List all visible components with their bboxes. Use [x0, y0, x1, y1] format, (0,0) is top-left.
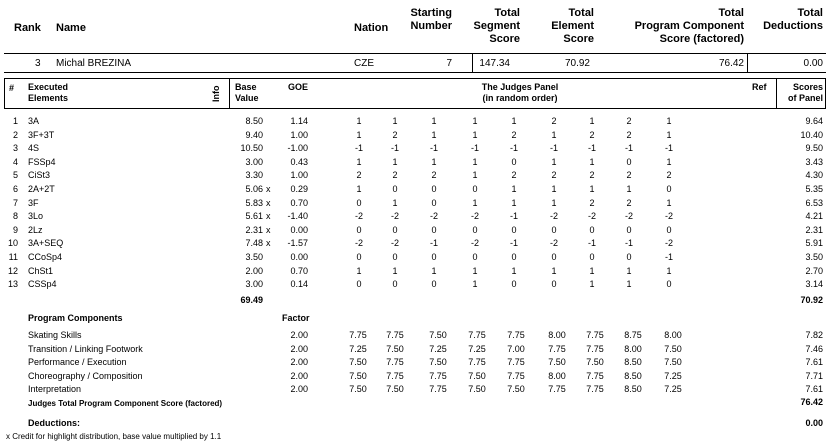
judge-component-score: 7.75 — [586, 384, 604, 394]
judge-score: -2 — [549, 211, 558, 222]
judge-score: 1 — [356, 184, 362, 194]
element-code: CCoSp4 — [28, 252, 63, 262]
judge-score: -1 — [509, 211, 518, 222]
skater-deductions: 0.00 — [803, 58, 823, 69]
judge-component-score: 7.25 — [429, 343, 447, 354]
judge-score: -1 — [509, 238, 518, 249]
judge-score: -2 — [390, 211, 399, 222]
judge-score: 0 — [356, 197, 362, 208]
judge-score: -2 — [470, 238, 479, 249]
element-number: 3 — [12, 143, 18, 154]
component-name: Skating Skills — [28, 330, 82, 340]
judge-score: 0 — [626, 224, 632, 235]
judge-score: -2 — [549, 238, 558, 249]
element-code: 3F — [28, 197, 39, 208]
element-credit-mark: x — [266, 238, 271, 249]
element-number: 7 — [12, 197, 18, 208]
judge-component-score: 7.50 — [349, 370, 367, 381]
component-name: Choreography / Composition — [28, 370, 143, 381]
judge-component-score: 7.75 — [386, 370, 404, 381]
judge-score: 0 — [356, 252, 362, 262]
judge-score: 0 — [666, 184, 672, 194]
judge-component-score: 7.75 — [507, 357, 525, 367]
judge-score: 0 — [356, 224, 362, 235]
judge-score: -2 — [664, 211, 673, 222]
judge-score: -1 — [429, 143, 438, 154]
judge-score: -1 — [664, 252, 673, 262]
judge-score: -2 — [624, 211, 633, 222]
skater-pcs: 76.42 — [718, 58, 744, 69]
judge-score: -1 — [509, 143, 518, 154]
judge-score: 0 — [589, 252, 595, 262]
element-number: 6 — [12, 184, 18, 194]
element-number: 8 — [12, 211, 18, 222]
judge-score: 0 — [666, 224, 672, 235]
component-factor: 2.00 — [290, 343, 308, 354]
judge-score: 1 — [666, 156, 672, 167]
judge-score: -1 — [549, 143, 558, 154]
element-base-value: 7.48 — [245, 238, 263, 249]
judge-score: 1 — [551, 184, 557, 194]
judge-score: 1 — [626, 265, 632, 276]
judge-score: 1 — [472, 170, 478, 181]
element-goe: -1.00 — [287, 143, 308, 154]
element-panel-score: 3.43 — [805, 156, 823, 167]
judge-score: 0 — [431, 279, 437, 290]
judge-score: -1 — [390, 143, 399, 154]
judge-component-score: 7.75 — [386, 330, 404, 340]
judge-component-score: 7.25 — [664, 370, 682, 381]
skater-nation: CZE — [354, 58, 374, 69]
judge-component-score: 7.50 — [429, 357, 447, 367]
judge-score: -2 — [390, 238, 399, 249]
judge-score: 0 — [551, 279, 557, 290]
judge-score: 1 — [356, 116, 362, 126]
element-panel-score: 9.64 — [805, 116, 823, 126]
judge-component-score: 7.75 — [429, 384, 447, 394]
judge-score: 0 — [511, 156, 517, 167]
name-header: Name — [56, 22, 86, 34]
element-goe: 1.00 — [290, 170, 308, 181]
judge-component-score: 8.50 — [624, 384, 642, 394]
judge-component-score: 7.75 — [507, 330, 525, 340]
judge-component-score: 7.75 — [586, 343, 604, 354]
element-base-value: 3.00 — [245, 156, 263, 167]
element-code: 3A — [28, 116, 40, 126]
judge-component-score: 7.75 — [468, 357, 486, 367]
judge-score: 0 — [392, 224, 398, 235]
judge-score: 2 — [392, 170, 398, 181]
skater-rank: 3 — [35, 58, 41, 69]
element-base-value: 8.50 — [245, 116, 263, 126]
element-credit-mark: x — [266, 211, 271, 222]
judge-component-score: 7.25 — [468, 343, 486, 354]
judge-score: 2 — [626, 116, 632, 126]
judge-component-score: 7.75 — [429, 370, 447, 381]
judge-score: -2 — [470, 211, 479, 222]
element-code: 2A+2T — [28, 184, 55, 194]
judge-score: 1 — [431, 129, 437, 140]
element-credit-mark: x — [266, 184, 271, 194]
element-number: 9 — [12, 224, 18, 235]
component-factor: 2.00 — [290, 370, 308, 381]
judge-component-score: 7.75 — [349, 330, 367, 340]
starting-number-header: Starting Number — [410, 7, 452, 32]
element-panel-score: 6.53 — [805, 197, 823, 208]
pcs-header: Total Program Component Score (factored) — [634, 7, 744, 45]
skater-name: Michal BREZINA — [56, 58, 132, 69]
judge-component-score: 7.75 — [386, 357, 404, 367]
judge-score: -2 — [354, 238, 363, 249]
judge-score: 1 — [666, 116, 672, 126]
judge-score: 1 — [472, 156, 478, 167]
component-name: Transition / Linking Footwork — [28, 343, 143, 354]
judge-score: 1 — [472, 116, 478, 126]
element-goe: 0.14 — [290, 279, 308, 290]
judge-component-score: 7.50 — [468, 384, 486, 394]
element-goe: 0.43 — [290, 156, 308, 167]
element-panel-score: 9.50 — [805, 143, 823, 154]
element-panel-score: 3.14 — [805, 279, 823, 290]
deductions-label: Deductions: — [28, 418, 81, 428]
skater-tss: 147.34 — [479, 58, 510, 69]
judge-score: 0 — [472, 252, 478, 262]
element-base-value: 5.61 — [245, 211, 263, 222]
judge-component-score: 7.75 — [468, 330, 486, 340]
deductions-header: Total Deductions — [763, 7, 823, 32]
judge-score: 2 — [666, 170, 672, 181]
component-panel-score: 7.46 — [805, 343, 823, 354]
element-number: 4 — [12, 156, 18, 167]
element-code: 3A+SEQ — [28, 238, 64, 249]
col-scores-header: Scores of Panel — [787, 82, 823, 103]
judge-score: 2 — [356, 170, 362, 181]
judge-score: 1 — [626, 184, 632, 194]
judge-score: 1 — [589, 116, 595, 126]
element-panel-score: 3.50 — [805, 252, 823, 262]
col-num-header: # — [9, 83, 15, 93]
col-base-header: Base Value — [235, 82, 259, 103]
tes-header: Total Element Score — [551, 7, 594, 45]
judge-score: 1 — [392, 156, 398, 167]
judge-component-score: 8.00 — [624, 343, 642, 354]
judge-score: 0 — [551, 252, 557, 262]
judge-score: 1 — [666, 129, 672, 140]
judge-score: 0 — [431, 252, 437, 262]
judge-score: 1 — [589, 156, 595, 167]
element-number: 12 — [7, 265, 18, 276]
element-panel-score: 5.91 — [805, 238, 823, 249]
element-base-value: 5.83 — [245, 197, 263, 208]
judge-score: 1 — [666, 265, 672, 276]
element-number: 1 — [12, 116, 18, 126]
judge-score: -1 — [624, 238, 633, 249]
judge-score: 1 — [551, 197, 557, 208]
judge-score: 0 — [392, 279, 398, 290]
judge-score: 1 — [589, 279, 595, 290]
judge-component-score: 7.50 — [429, 330, 447, 340]
judge-score: 0 — [666, 279, 672, 290]
judge-score: -1 — [587, 238, 596, 249]
judge-score: 0 — [431, 224, 437, 235]
component-panel-score: 7.61 — [805, 357, 823, 367]
nation-header: Nation — [354, 22, 389, 34]
judge-component-score: 8.00 — [664, 330, 682, 340]
judge-component-score: 7.50 — [349, 384, 367, 394]
judge-component-score: 7.25 — [349, 343, 367, 354]
element-goe: -1.57 — [287, 238, 308, 249]
judge-score: -2 — [664, 238, 673, 249]
judge-component-score: 7.75 — [548, 343, 566, 354]
judge-component-score: 7.00 — [507, 343, 525, 354]
element-code: 3F+3T — [28, 129, 55, 140]
judge-score: 2 — [431, 170, 437, 181]
element-code: 2Lz — [28, 224, 43, 235]
judge-score: 1 — [472, 129, 478, 140]
component-factor: 2.00 — [290, 384, 308, 394]
judge-score: 2 — [551, 116, 557, 126]
judge-component-score: 7.25 — [664, 384, 682, 394]
base-value-total: 69.49 — [240, 295, 263, 305]
judge-component-score: 7.50 — [507, 384, 525, 394]
judge-score: 0 — [392, 252, 398, 262]
element-code: 4S — [28, 143, 40, 154]
element-code: ChSt1 — [28, 265, 54, 276]
judge-score: 1 — [472, 279, 478, 290]
element-number: 13 — [7, 279, 18, 290]
element-base-value: 9.40 — [245, 129, 263, 140]
col-info-header: Info — [211, 85, 221, 102]
factor-header: Factor — [282, 313, 310, 323]
judge-score: 2 — [589, 129, 595, 140]
judge-score: 0 — [472, 184, 478, 194]
element-number: 5 — [12, 170, 18, 181]
element-goe: 0.70 — [290, 265, 308, 276]
judge-score: 1 — [431, 116, 437, 126]
element-base-value: 10.50 — [240, 143, 263, 154]
judge-score: 0 — [626, 156, 632, 167]
judge-component-score: 7.50 — [386, 384, 404, 394]
judge-score: 1 — [626, 279, 632, 290]
element-goe: 0.00 — [290, 252, 308, 262]
element-panel-score: 4.30 — [805, 170, 823, 181]
col-executed-header: Executed Elements — [28, 82, 69, 103]
judge-component-score: 7.75 — [507, 370, 525, 381]
judge-component-score: 7.75 — [586, 330, 604, 340]
judge-component-score: 7.50 — [664, 357, 682, 367]
judge-score: 0 — [511, 279, 517, 290]
footnote: x Credit for highlight distribution, base value multiplied by 1.1 — [6, 432, 222, 441]
col-ref-header: Ref — [752, 82, 767, 92]
element-code: FSSp4 — [28, 156, 56, 167]
element-number: 10 — [7, 238, 18, 249]
elements-score-total: 70.92 — [800, 295, 823, 305]
element-code: 3Lo — [28, 211, 44, 222]
judge-component-score: 7.50 — [468, 370, 486, 381]
element-panel-score: 10.40 — [800, 129, 823, 140]
judge-component-score: 8.75 — [624, 330, 642, 340]
element-goe: 0.29 — [290, 184, 308, 194]
judge-score: 1 — [511, 184, 517, 194]
component-factor: 2.00 — [290, 357, 308, 367]
judge-score: 1 — [511, 116, 517, 126]
element-base-value: 3.50 — [245, 252, 263, 262]
judge-score: 0 — [511, 224, 517, 235]
judge-score: 0 — [431, 184, 437, 194]
element-credit-mark: x — [266, 224, 271, 235]
judge-score: 1 — [589, 184, 595, 194]
judge-score: 1 — [392, 265, 398, 276]
judge-score: 0 — [472, 224, 478, 235]
element-panel-score: 5.35 — [805, 184, 823, 194]
judge-score: 1 — [551, 265, 557, 276]
judge-score: 0 — [392, 184, 398, 194]
judge-component-score: 7.50 — [586, 357, 604, 367]
element-goe: 0.70 — [290, 197, 308, 208]
judge-score: -1 — [587, 143, 596, 154]
element-credit-mark: x — [266, 197, 271, 208]
judge-component-score: 7.50 — [386, 343, 404, 354]
judge-score: 2 — [626, 197, 632, 208]
judge-score: 2 — [551, 170, 557, 181]
judge-score: 1 — [392, 197, 398, 208]
judge-score: 0 — [356, 279, 362, 290]
element-base-value: 3.00 — [245, 279, 263, 290]
judge-score: 0 — [431, 197, 437, 208]
judge-score: 1 — [356, 156, 362, 167]
element-code: CSSp4 — [28, 279, 57, 290]
judge-score: 1 — [666, 197, 672, 208]
component-panel-score: 7.71 — [805, 370, 823, 381]
judge-score: -2 — [354, 211, 363, 222]
judge-component-score: 7.50 — [349, 357, 367, 367]
judge-score: 1 — [431, 156, 437, 167]
judge-score: -1 — [624, 143, 633, 154]
judge-component-score: 8.00 — [548, 370, 566, 381]
judge-score: 0 — [511, 252, 517, 262]
judge-score: 0 — [626, 252, 632, 262]
component-name: Interpretation — [28, 384, 82, 394]
pcs-total-label: Judges Total Program Component Score (factored) — [28, 399, 223, 408]
judge-component-score: 8.50 — [624, 357, 642, 367]
element-number: 2 — [12, 129, 18, 140]
deductions-value: 0.00 — [805, 418, 823, 428]
judge-score: -1 — [354, 143, 363, 154]
element-goe: 1.14 — [290, 116, 308, 126]
element-panel-score: 2.31 — [805, 224, 823, 235]
element-base-value: 2.31 — [245, 224, 263, 235]
element-goe: 0.00 — [290, 224, 308, 235]
judge-score: 0 — [551, 224, 557, 235]
skater-tes: 70.92 — [564, 58, 590, 69]
judge-component-score: 7.75 — [548, 384, 566, 394]
judge-score: 1 — [511, 265, 517, 276]
pcs-total-value: 76.42 — [800, 397, 823, 407]
judge-component-score: 8.50 — [624, 370, 642, 381]
program-components-header: Program Components — [28, 313, 123, 323]
element-panel-score: 2.70 — [805, 265, 823, 276]
judge-score: 1 — [431, 265, 437, 276]
judge-score: -1 — [429, 238, 438, 249]
judge-score: 1 — [551, 156, 557, 167]
judge-component-score: 8.00 — [548, 330, 566, 340]
skater-starting-number: 7 — [446, 58, 452, 69]
element-number: 11 — [8, 252, 18, 262]
tss-header: Total Segment Score — [473, 7, 520, 45]
component-factor: 2.00 — [290, 330, 308, 340]
judge-score: 2 — [392, 129, 398, 140]
judge-score: 1 — [551, 129, 557, 140]
component-panel-score: 7.61 — [805, 384, 823, 394]
element-base-value: 3.30 — [245, 170, 263, 181]
judge-score: -2 — [429, 211, 438, 222]
judge-score: -1 — [664, 143, 673, 154]
judge-component-score: 7.50 — [548, 357, 566, 367]
element-base-value: 2.00 — [245, 265, 263, 276]
element-goe: 1.00 — [290, 129, 308, 140]
judge-score: 0 — [589, 224, 595, 235]
element-code: CiSt3 — [28, 170, 51, 181]
component-name: Performance / Execution — [28, 357, 127, 367]
judge-score: 2 — [511, 170, 517, 181]
judge-score: 1 — [589, 265, 595, 276]
element-goe: -1.40 — [287, 211, 308, 222]
judge-score: 2 — [589, 170, 595, 181]
judge-component-score: 7.75 — [586, 370, 604, 381]
col-goe-header: GOE — [288, 82, 309, 92]
judge-score: 1 — [472, 197, 478, 208]
judge-component-score: 7.50 — [664, 343, 682, 354]
judge-score: 1 — [511, 197, 517, 208]
judge-score: 2 — [511, 129, 517, 140]
rank-header: Rank — [14, 22, 41, 34]
judge-score: 1 — [356, 265, 362, 276]
judge-score: 1 — [392, 116, 398, 126]
judge-score: 2 — [626, 170, 632, 181]
judge-score: 1 — [356, 129, 362, 140]
element-panel-score: 4.21 — [805, 211, 823, 222]
judge-score: 1 — [472, 265, 478, 276]
element-base-value: 5.06 — [245, 184, 263, 194]
judge-score: -2 — [587, 211, 596, 222]
judge-score: 2 — [626, 129, 632, 140]
judge-score: -1 — [470, 143, 479, 154]
component-panel-score: 7.82 — [805, 330, 823, 340]
judge-score: 2 — [589, 197, 595, 208]
judges-panel-header: The Judges Panel (in random order) — [481, 82, 559, 103]
